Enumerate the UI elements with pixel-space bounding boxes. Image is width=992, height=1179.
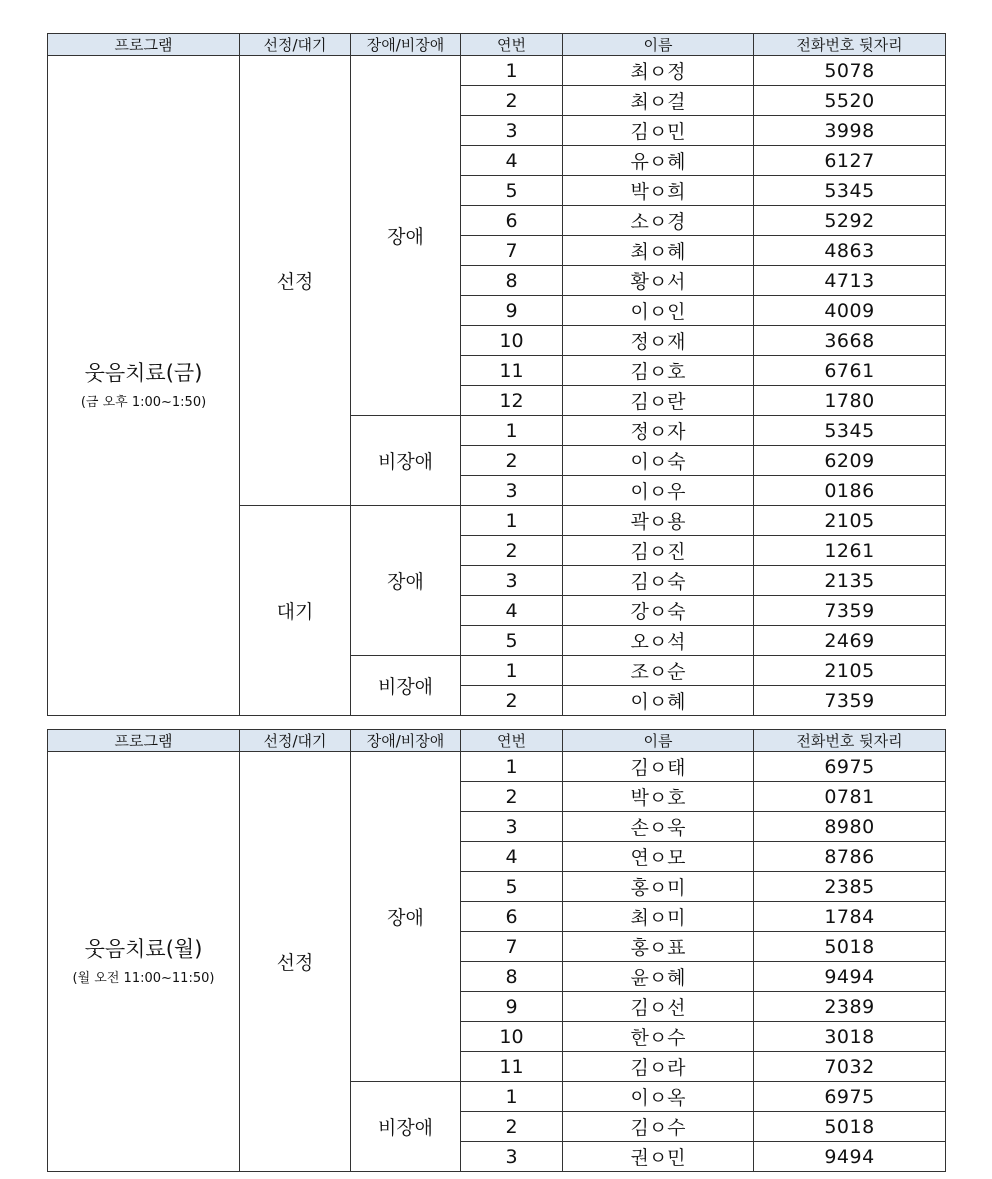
- number-cell: 4: [461, 596, 563, 626]
- number-cell: 2: [461, 446, 563, 476]
- number-cell: 8: [461, 962, 563, 992]
- header-number: 연번: [461, 34, 563, 56]
- number-cell: 2: [461, 1112, 563, 1142]
- name-cell: 손ㅇ욱: [563, 812, 754, 842]
- name-cell: 연ㅇ모: [563, 842, 754, 872]
- name-cell: 김ㅇ란: [563, 386, 754, 416]
- name-cell: 황ㅇ서: [563, 266, 754, 296]
- phone-cell: 7359: [754, 686, 946, 716]
- table-header: [48, 730, 946, 752]
- phone-cell: 2385: [754, 872, 946, 902]
- phone-cell: 4009: [754, 296, 946, 326]
- header-program: 프로그램: [48, 34, 240, 56]
- phone-cell: 7359: [754, 596, 946, 626]
- disability-cell: 비장애: [351, 416, 461, 506]
- phone-cell: 6975: [754, 752, 946, 782]
- header-phone: 전화번호 뒷자리: [754, 730, 946, 752]
- number-cell: 1: [461, 416, 563, 446]
- number-cell: 11: [461, 356, 563, 386]
- name-cell: 김ㅇ민: [563, 116, 754, 146]
- roster-table-friday: [47, 33, 946, 716]
- number-cell: 3: [461, 116, 563, 146]
- phone-cell: 2135: [754, 566, 946, 596]
- program-time: (월 오전 11:00~11:50): [72, 970, 215, 986]
- number-cell: 4: [461, 842, 563, 872]
- name-cell: 최ㅇ정: [563, 56, 754, 86]
- name-cell: 김ㅇ라: [563, 1052, 754, 1082]
- name-cell: 김ㅇ수: [563, 1112, 754, 1142]
- number-cell: 2: [461, 86, 563, 116]
- number-cell: 1: [461, 56, 563, 86]
- name-cell: 정ㅇ자: [563, 416, 754, 446]
- header-phone: 전화번호 뒷자리: [754, 34, 946, 56]
- number-cell: 5: [461, 176, 563, 206]
- name-cell: 최ㅇ미: [563, 902, 754, 932]
- number-cell: 4: [461, 146, 563, 176]
- name-cell: 박ㅇ호: [563, 782, 754, 812]
- number-cell: 7: [461, 236, 563, 266]
- name-cell: 이ㅇ혜: [563, 686, 754, 716]
- phone-cell: 1780: [754, 386, 946, 416]
- phone-cell: 7032: [754, 1052, 946, 1082]
- phone-cell: 4863: [754, 236, 946, 266]
- phone-cell: 2389: [754, 992, 946, 1022]
- table-row: [48, 752, 946, 782]
- number-cell: 6: [461, 206, 563, 236]
- number-cell: 5: [461, 626, 563, 656]
- number-cell: 10: [461, 1022, 563, 1052]
- phone-cell: 3018: [754, 1022, 946, 1052]
- name-cell: 유ㅇ혜: [563, 146, 754, 176]
- name-cell: 소ㅇ경: [563, 206, 754, 236]
- name-cell: 윤ㅇ혜: [563, 962, 754, 992]
- name-cell: 이ㅇ옥: [563, 1082, 754, 1112]
- program-cell: [48, 56, 240, 716]
- header-status: 선정/대기: [240, 730, 351, 752]
- name-cell: 김ㅇ진: [563, 536, 754, 566]
- disability-cell: 장애: [351, 506, 461, 656]
- name-cell: 홍ㅇ표: [563, 932, 754, 962]
- table-row: [48, 56, 946, 86]
- phone-cell: 8980: [754, 812, 946, 842]
- name-cell: 김ㅇ태: [563, 752, 754, 782]
- name-cell: 김ㅇ숙: [563, 566, 754, 596]
- number-cell: 1: [461, 752, 563, 782]
- number-cell: 2: [461, 536, 563, 566]
- header-number: 연번: [461, 730, 563, 752]
- phone-cell: 2105: [754, 656, 946, 686]
- number-cell: 11: [461, 1052, 563, 1082]
- disability-cell: 비장애: [351, 1082, 461, 1172]
- phone-cell: 5520: [754, 86, 946, 116]
- phone-cell: 2469: [754, 626, 946, 656]
- name-cell: 이ㅇ인: [563, 296, 754, 326]
- name-cell: 김ㅇ호: [563, 356, 754, 386]
- program-name: 웃음치료(금): [84, 361, 203, 386]
- phone-cell: 5018: [754, 1112, 946, 1142]
- number-cell: 8: [461, 266, 563, 296]
- disability-cell: 장애: [351, 752, 461, 1082]
- name-cell: 박ㅇ희: [563, 176, 754, 206]
- number-cell: 6: [461, 902, 563, 932]
- name-cell: 홍ㅇ미: [563, 872, 754, 902]
- program-name: 웃음치료(월): [84, 937, 203, 962]
- name-cell: 조ㅇ순: [563, 656, 754, 686]
- phone-cell: 5345: [754, 416, 946, 446]
- header-program: 프로그램: [48, 730, 240, 752]
- number-cell: 1: [461, 506, 563, 536]
- phone-cell: 9494: [754, 1142, 946, 1172]
- number-cell: 9: [461, 992, 563, 1022]
- phone-cell: 6127: [754, 146, 946, 176]
- phone-cell: 1261: [754, 536, 946, 566]
- header-disability: 장애/비장애: [351, 730, 461, 752]
- name-cell: 곽ㅇ용: [563, 506, 754, 536]
- table-header: [48, 34, 946, 56]
- phone-cell: 8786: [754, 842, 946, 872]
- phone-cell: 6761: [754, 356, 946, 386]
- status-cell: 선정: [240, 56, 351, 506]
- number-cell: 10: [461, 326, 563, 356]
- number-cell: 7: [461, 932, 563, 962]
- table-body: [48, 56, 946, 716]
- number-cell: 1: [461, 656, 563, 686]
- number-cell: 3: [461, 1142, 563, 1172]
- name-cell: 이ㅇ숙: [563, 446, 754, 476]
- phone-cell: 5345: [754, 176, 946, 206]
- name-cell: 김ㅇ선: [563, 992, 754, 1022]
- header-name: 이름: [563, 730, 754, 752]
- number-cell: 3: [461, 812, 563, 842]
- phone-cell: 6975: [754, 1082, 946, 1112]
- number-cell: 3: [461, 476, 563, 506]
- name-cell: 오ㅇ석: [563, 626, 754, 656]
- number-cell: 2: [461, 782, 563, 812]
- name-cell: 최ㅇ걸: [563, 86, 754, 116]
- header-name: 이름: [563, 34, 754, 56]
- phone-cell: 5292: [754, 206, 946, 236]
- number-cell: 5: [461, 872, 563, 902]
- phone-cell: 6209: [754, 446, 946, 476]
- name-cell: 정ㅇ재: [563, 326, 754, 356]
- table-body: [48, 752, 946, 1172]
- phone-cell: 2105: [754, 506, 946, 536]
- phone-cell: 1784: [754, 902, 946, 932]
- name-cell: 권ㅇ민: [563, 1142, 754, 1172]
- program-time: (금 오후 1:00~1:50): [80, 394, 207, 410]
- name-cell: 이ㅇ우: [563, 476, 754, 506]
- header-row: [48, 34, 946, 56]
- phone-cell: 3668: [754, 326, 946, 356]
- phone-cell: 3998: [754, 116, 946, 146]
- phone-cell: 5018: [754, 932, 946, 962]
- number-cell: 12: [461, 386, 563, 416]
- header-disability: 장애/비장애: [351, 34, 461, 56]
- program-cell: [48, 752, 240, 1172]
- phone-cell: 0186: [754, 476, 946, 506]
- number-cell: 9: [461, 296, 563, 326]
- name-cell: 강ㅇ숙: [563, 596, 754, 626]
- phone-cell: 4713: [754, 266, 946, 296]
- disability-cell: 비장애: [351, 656, 461, 716]
- status-cell: 선정: [240, 752, 351, 1172]
- disability-cell: 장애: [351, 56, 461, 416]
- number-cell: 2: [461, 686, 563, 716]
- phone-cell: 9494: [754, 962, 946, 992]
- number-cell: 3: [461, 566, 563, 596]
- header-row: [48, 730, 946, 752]
- header-status: 선정/대기: [240, 34, 351, 56]
- phone-cell: 0781: [754, 782, 946, 812]
- status-cell: 대기: [240, 506, 351, 716]
- name-cell: 최ㅇ혜: [563, 236, 754, 266]
- name-cell: 한ㅇ수: [563, 1022, 754, 1052]
- number-cell: 1: [461, 1082, 563, 1112]
- phone-cell: 5078: [754, 56, 946, 86]
- roster-table-monday: [47, 729, 946, 1172]
